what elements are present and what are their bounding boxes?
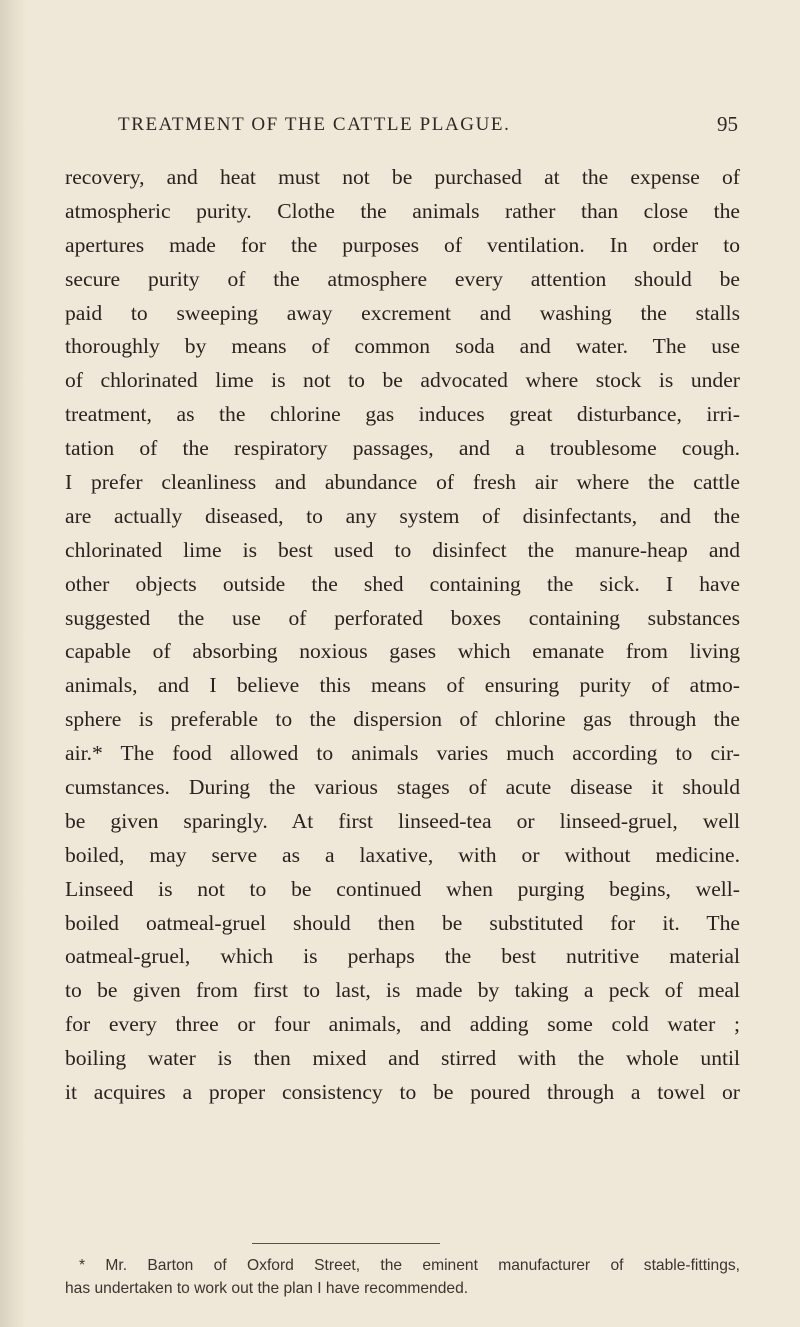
text-line: suggested the use of perforated boxes containing substances [65, 605, 740, 630]
page-number: 95 [717, 112, 738, 136]
text-line: tation of the respiratory passages, and a troublesome cough. [65, 436, 740, 461]
text-line: treatment, as the chlorine gas induces great disturbance, irri- [65, 402, 740, 427]
body-text [65, 161, 740, 1110]
text-line: secure purity of the atmosphere every attention should be [65, 266, 740, 291]
text-line: oatmeal-gruel, which is perhaps the best nutritive material [65, 944, 740, 969]
text-line: air.* The food allowed to animals varies much according to cir- [65, 741, 740, 766]
text-line: atmospheric purity. Clothe the animals rather than close the [65, 198, 740, 223]
footnote-rule [252, 1243, 440, 1244]
text-line: paid to sweeping away excrement and washing the stalls [65, 300, 740, 325]
text-line: recovery, and heat must not be purchased at the expense of [65, 165, 740, 189]
text-line: Linseed is not to be continued when purging begins, well- [65, 876, 740, 901]
footnote-line: * Mr. Barton of Oxford Street, the eminent manufacturer of stable-fittings, [79, 1257, 740, 1274]
text-line: I prefer cleanliness and abundance of fresh air where the cattle [65, 470, 740, 495]
text-line: cumstances. During the various stages of acute disease it should [65, 775, 740, 800]
text-line: for every three or four animals, and adding some cold water ; [65, 1012, 740, 1037]
text-line: capable of absorbing noxious gases which emanate from living [65, 639, 740, 664]
running-head [118, 114, 738, 144]
text-line: boiling water is then mixed and stirred with the whole until [65, 1046, 740, 1071]
text-line: chlorinated lime is best used to disinfect the manure-heap and [65, 537, 740, 562]
text-line: boiled, may serve as a laxative, with or without medicine. [65, 842, 740, 867]
text-line: boiled oatmeal-gruel should then be substituted for it. The [65, 910, 740, 935]
text-line: are actually diseased, to any system of disinfectants, and the [65, 503, 740, 528]
text-line: sphere is preferable to the dispersion of chlorine gas through the [65, 707, 740, 732]
text-line: to be given from first to last, is made by taking a peck of meal [65, 978, 740, 1003]
footnote [65, 1254, 740, 1300]
text-line: of chlorinated lime is not to be advocated where stock is under [65, 368, 740, 393]
text-line: other objects outside the shed containing the sick. I have [65, 571, 740, 596]
text-line: thoroughly by means of common soda and water. The use [65, 334, 740, 359]
text-line: it acquires a proper consistency to be poured through a towel or [65, 1080, 740, 1105]
footnote-line: has undertaken to work out the plan I have recommended. [65, 1280, 469, 1297]
text-line: be given sparingly. At first linseed-tea or linseed-gruel, well [65, 808, 740, 833]
running-title: TREATMENT OF THE CATTLE PLAGUE. [118, 114, 511, 135]
text-line: animals, and I believe this means of ensuring purity of atmo- [65, 673, 740, 698]
text-line: apertures made for the purposes of ventilation. In order to [65, 232, 740, 257]
